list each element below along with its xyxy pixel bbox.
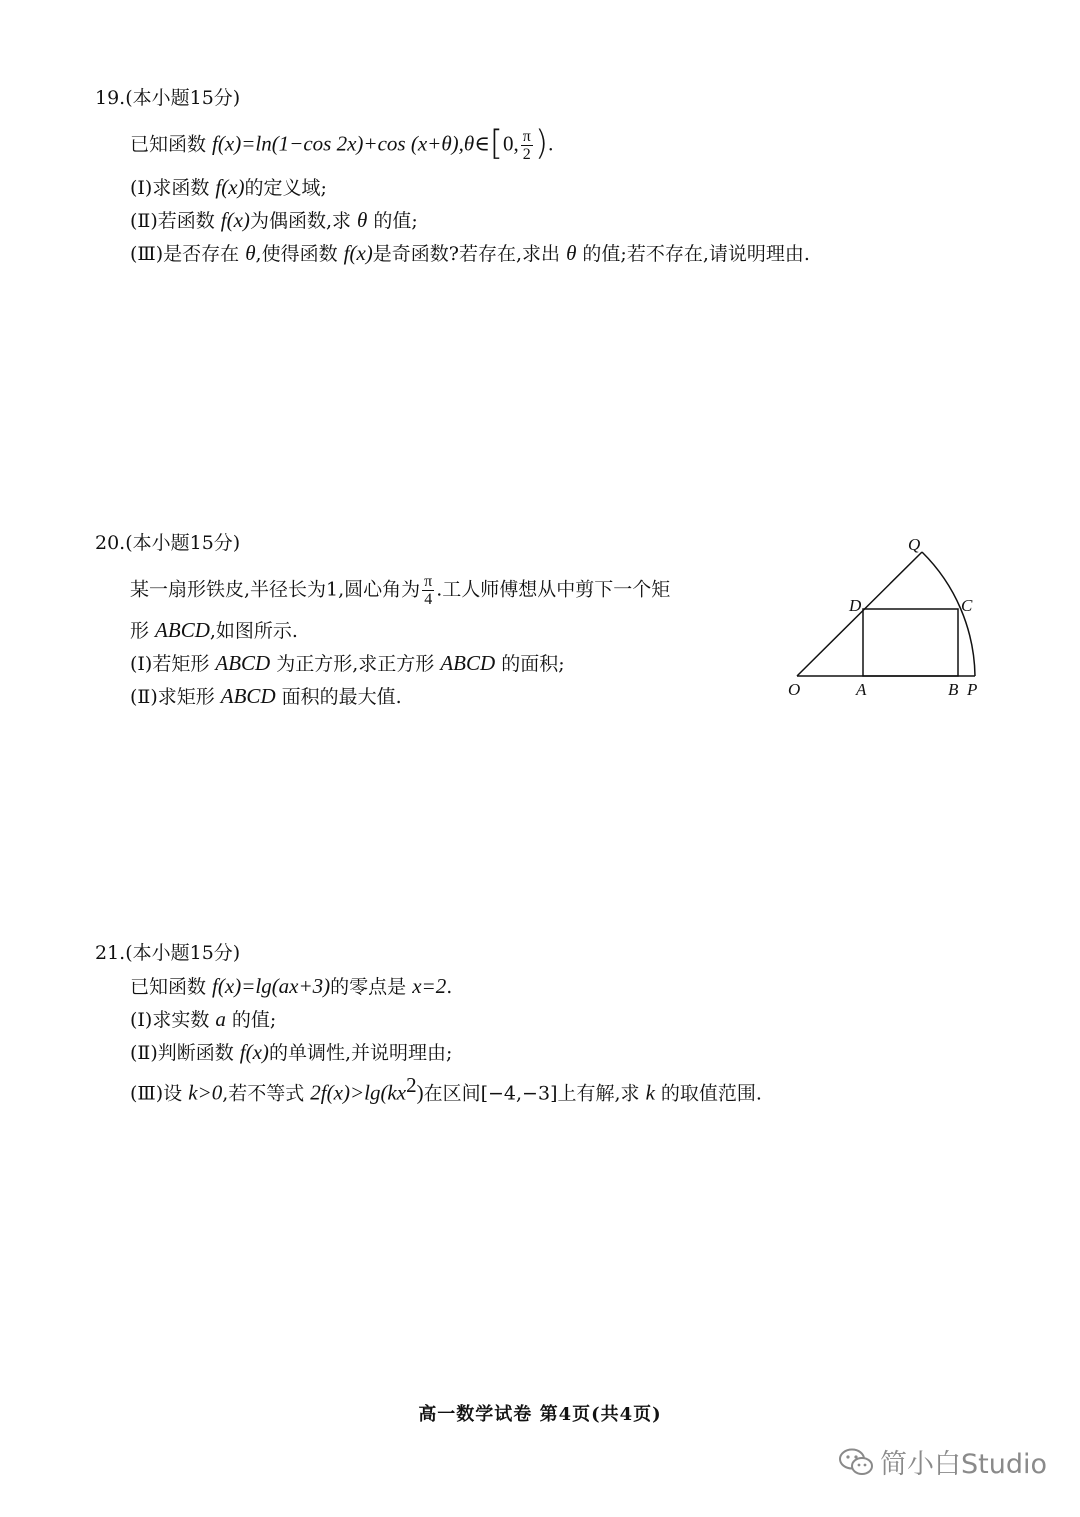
q20-part2-end: 面积的最大值.: [275, 686, 402, 708]
q19-part3-theta1: θ: [245, 241, 256, 265]
q21-zero: x=2: [412, 974, 447, 998]
label-c: C: [961, 596, 973, 615]
q21-part2: [130, 1039, 452, 1066]
q20-intro-line2: [130, 617, 298, 644]
watermark-text: 简小白Studio: [880, 1449, 1047, 1480]
wechat-icon: [838, 1447, 874, 1477]
q21-intro-end: .: [446, 976, 453, 998]
q19-pi-over-2: [521, 128, 533, 163]
q21-part3-label: (Ⅲ)设: [130, 1082, 189, 1105]
q20-part1: [130, 650, 565, 677]
q21-part1: [130, 1006, 276, 1033]
q19-pi: π: [522, 128, 531, 145]
q19-function: f(x)=ln(1−cos 2x)+cos (x+θ),θ∈: [212, 131, 490, 156]
q21-part3-end: 的取值范围.: [654, 1082, 762, 1105]
q19-part1-text: 的定义域;: [244, 177, 327, 199]
q19-part2-label: (Ⅱ)若函数: [130, 210, 221, 232]
q19-part3-theta2: θ: [566, 241, 577, 265]
q19-part2-text: 为偶函数,求: [249, 210, 358, 232]
q20-pi-over-4: [422, 573, 434, 608]
q19-part3: [130, 240, 810, 267]
sector-figure: [770, 530, 1000, 715]
q20-part2-label: (Ⅱ)求矩形: [130, 686, 221, 708]
q21-part3: [130, 1072, 762, 1106]
q20-four: 4: [424, 591, 433, 608]
q21-part3-exponent: 2: [406, 1073, 417, 1097]
label-p: P: [967, 680, 978, 699]
q19-right-paren: ): [534, 123, 549, 164]
label-d: D: [849, 596, 862, 615]
q19-part2-end: 的值;: [367, 210, 418, 232]
label-b: B: [948, 680, 959, 699]
q19-period: .: [548, 131, 554, 156]
q20-header: 20.(本小题15分): [95, 532, 241, 554]
q19-part3-text1: ,使得函数: [255, 243, 344, 265]
q19-intro: [130, 123, 554, 164]
q20-part1-end: 的面积;: [495, 653, 565, 675]
q20-intro-text: 某一扇形铁皮,半径长为1,圆心角为: [130, 578, 421, 601]
q19-part3-fx: f(x): [343, 241, 373, 265]
q21-part1-end: 的值;: [225, 1009, 277, 1031]
q19-part1-fx: f(x): [215, 175, 245, 199]
q21-part1-label: (Ⅰ)求实数: [130, 1009, 216, 1031]
label-o: O: [788, 680, 801, 699]
q20-part1-abcd1: ABCD: [215, 651, 271, 675]
q21-part3-close: ): [416, 1080, 424, 1105]
q20-abcd: ABCD: [155, 618, 210, 642]
page-footer: 高一数学试卷 第4页(共4页): [418, 1404, 662, 1425]
q20-intro: [130, 573, 670, 608]
q19-part2-theta: θ: [357, 208, 368, 232]
q19-part2-fx: f(x): [220, 208, 250, 232]
q21-part3-k-condition: k>0: [188, 1080, 223, 1105]
q19-left-bracket: [: [489, 123, 503, 164]
q21-intro: [130, 973, 452, 1000]
q21-part1-a: a: [215, 1007, 226, 1031]
watermark: [838, 1442, 1047, 1481]
q20-part2-abcd: ABCD: [220, 684, 276, 708]
q19-two: 2: [522, 146, 531, 163]
q21-part3-text: ,若不等式: [222, 1082, 311, 1105]
q19-intro-text: 已知函数: [130, 133, 213, 156]
q21-intro-text: 已知函数: [130, 976, 213, 998]
q21-part2-end: 的单调性,并说明理由;: [268, 1042, 453, 1064]
q19-interval-start: 0,: [503, 131, 519, 156]
q21-intro-text2: 的零点是: [330, 976, 413, 998]
q19-part3-text2: 是奇函数?若存在,求出: [372, 243, 567, 265]
q19-part3-label: (Ⅲ)是否存在: [130, 243, 246, 265]
q21-header: 21.(本小题15分): [95, 942, 241, 964]
label-a: A: [856, 680, 867, 699]
q21-part2-label: (Ⅱ)判断函数: [130, 1042, 240, 1064]
q21-part2-fx: f(x): [239, 1040, 269, 1064]
q19-part2: [130, 207, 418, 234]
q19-header: 19.(本小题15分): [95, 87, 241, 109]
q21-part3-text2: 在区间[−4,−3]上有解,求: [423, 1082, 646, 1105]
q21-part3-k: k: [645, 1080, 655, 1105]
q20-pi: π: [424, 573, 433, 590]
rectangle-abcd: [863, 609, 958, 676]
q20-intro-text2: .工人师傅想从中剪下一个矩: [436, 578, 671, 601]
q19-part1: [130, 174, 327, 201]
q20-part2: [130, 683, 402, 710]
q20-part1-abcd2: ABCD: [440, 651, 496, 675]
q20-intro-end: ,如图所示.: [209, 620, 298, 642]
label-q: Q: [908, 535, 921, 554]
q20-part1-text: 为正方形,求正方形: [270, 653, 441, 675]
q21-part3-inequality: 2f(x)>lg(kx: [310, 1080, 407, 1105]
q19-part1-label: (Ⅰ)求函数: [130, 177, 216, 199]
q20-part1-label: (Ⅰ)若矩形: [130, 653, 216, 675]
q20-intro-text3: 形: [130, 620, 156, 642]
q19-part3-end: 的值;若不存在,请说明理由.: [576, 243, 810, 265]
q21-function: f(x)=lg(ax+3): [212, 974, 331, 998]
